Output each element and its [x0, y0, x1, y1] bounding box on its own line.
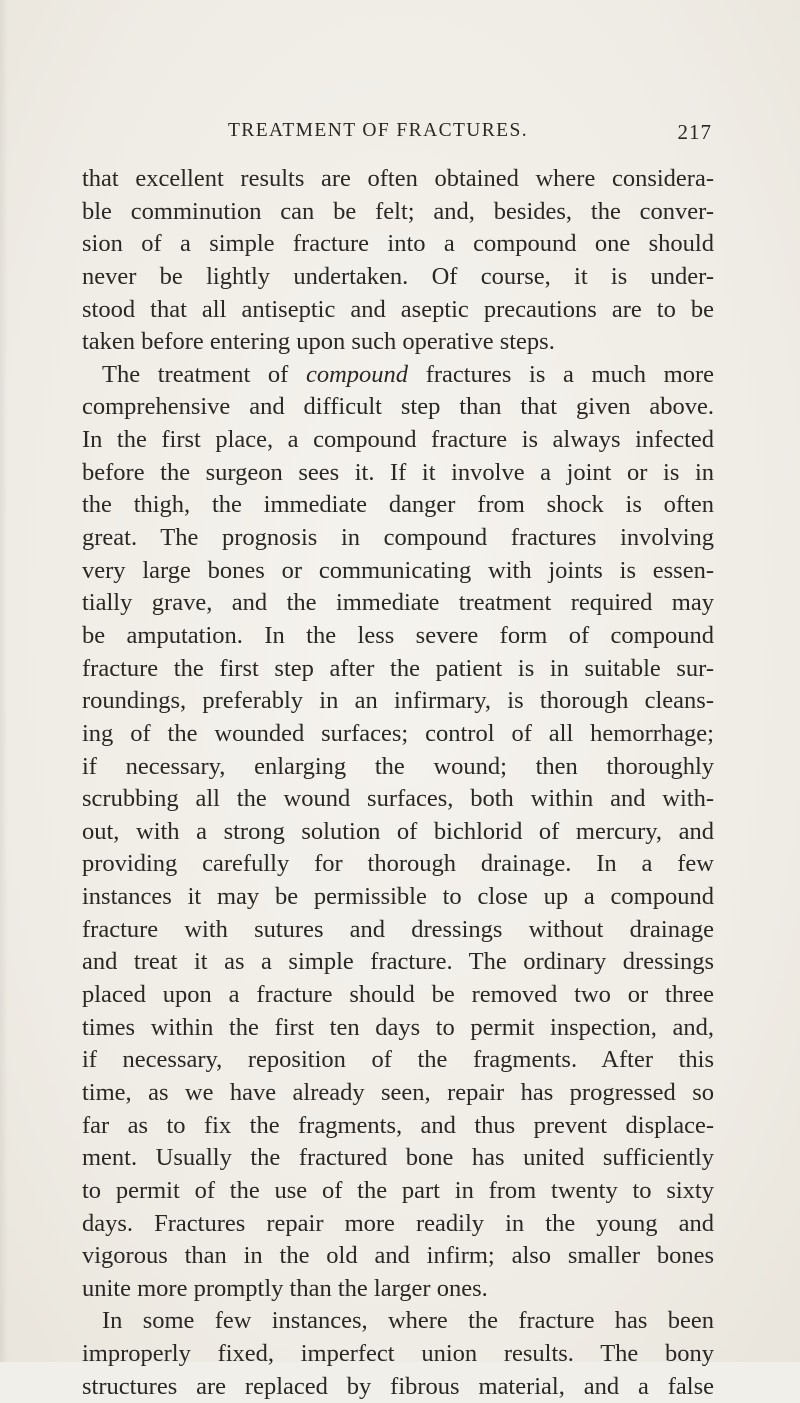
italic-term: compound — [305, 360, 409, 388]
text-line: providing carefully for thorough drainage. In a few — [82, 850, 714, 878]
text-line: structures are replaced by fibrous material, and a false — [82, 1372, 714, 1400]
text-line: if necessary, enlarging the wound; then thoroughly — [82, 752, 714, 780]
text-line: ble comminution can be felt; and, besides, the conver- — [82, 197, 714, 225]
text-line: instances it may be permissible to close up a compound — [82, 883, 714, 911]
text-line: that excellent results are often obtained where considera- — [82, 165, 714, 192]
text-line: fracture the first step after the patient is in suitable sur- — [82, 654, 714, 682]
running-title: TREATMENT OF FRACTURES. — [228, 120, 529, 141]
page-gutter-shadow — [0, 0, 8, 1362]
text-line: out, with a strong solution of bichlorid of mercury, and — [82, 817, 714, 845]
text-line: improperly fixed, imperfect union results. The bony — [82, 1340, 714, 1368]
text-line: taken before entering upon such operative steps. — [82, 328, 555, 356]
text-line: roundings, preferably in an infirmary, is thorough cleans- — [82, 687, 714, 715]
text-run: The treatment of — [102, 360, 306, 388]
text-line: sion of a simple fracture into a compound one should — [82, 230, 714, 258]
text-line: placed upon a fracture should be removed two or three — [82, 981, 714, 1009]
text-line: great. The prognosis in compound fractures involving — [82, 524, 714, 552]
text-run: fractures is a much more — [408, 360, 714, 388]
text-line: far as to fix the fragments, and thus prevent displace- — [82, 1111, 714, 1139]
text-line: times within the first ten days to permit inspection, and, — [82, 1013, 714, 1041]
text-line: fracture with sutures and dressings without drainage — [82, 915, 714, 943]
body-text — [82, 163, 714, 1403]
text-line: ment. Usually the fractured bone has united sufficiently — [82, 1144, 714, 1172]
text-line: scrubbing all the wound surfaces, both within and with- — [82, 785, 714, 813]
text-line: to permit of the use of the part in from twenty to sixty — [82, 1176, 714, 1204]
text-line: tially grave, and the immediate treatment required may — [82, 589, 714, 617]
text-line: vigorous than in the old and infirm; also smaller bones — [82, 1242, 714, 1270]
text-line: be amputation. In the less severe form of compound — [82, 621, 714, 649]
text-line: comprehensive and difficult step than that given above. — [82, 393, 714, 421]
text-line-paragraph-start — [82, 359, 714, 392]
running-head — [82, 120, 712, 150]
text-line: ing of the wounded surfaces; control of all hemorrhage; — [82, 719, 714, 747]
text-line: if necessary, reposition of the fragments. After this — [82, 1046, 714, 1074]
text-line-paragraph-start: In some few instances, where the fracture has been — [102, 1307, 714, 1335]
text-line: and treat it as a simple fracture. The ordinary dressings — [82, 948, 714, 976]
text-line: In the first place, a compound fracture is always infected — [82, 426, 714, 454]
page-number: 217 — [677, 120, 712, 144]
text-line: time, as we have already seen, repair has progressed so — [82, 1078, 714, 1106]
text-line: stood that all antiseptic and aseptic precautions are to be — [82, 295, 714, 323]
text-line: very large bones or communicating with joints is essen- — [82, 556, 714, 584]
text-line: unite more promptly than the larger ones. — [82, 1274, 488, 1302]
text-line: days. Fractures repair more readily in the young and — [82, 1209, 714, 1237]
text-line: before the surgeon sees it. If it involve a joint or is in — [82, 458, 714, 486]
text-line: never be lightly undertaken. Of course, it is under- — [82, 262, 714, 290]
text-line: the thigh, the immediate danger from shock is often — [82, 491, 714, 519]
